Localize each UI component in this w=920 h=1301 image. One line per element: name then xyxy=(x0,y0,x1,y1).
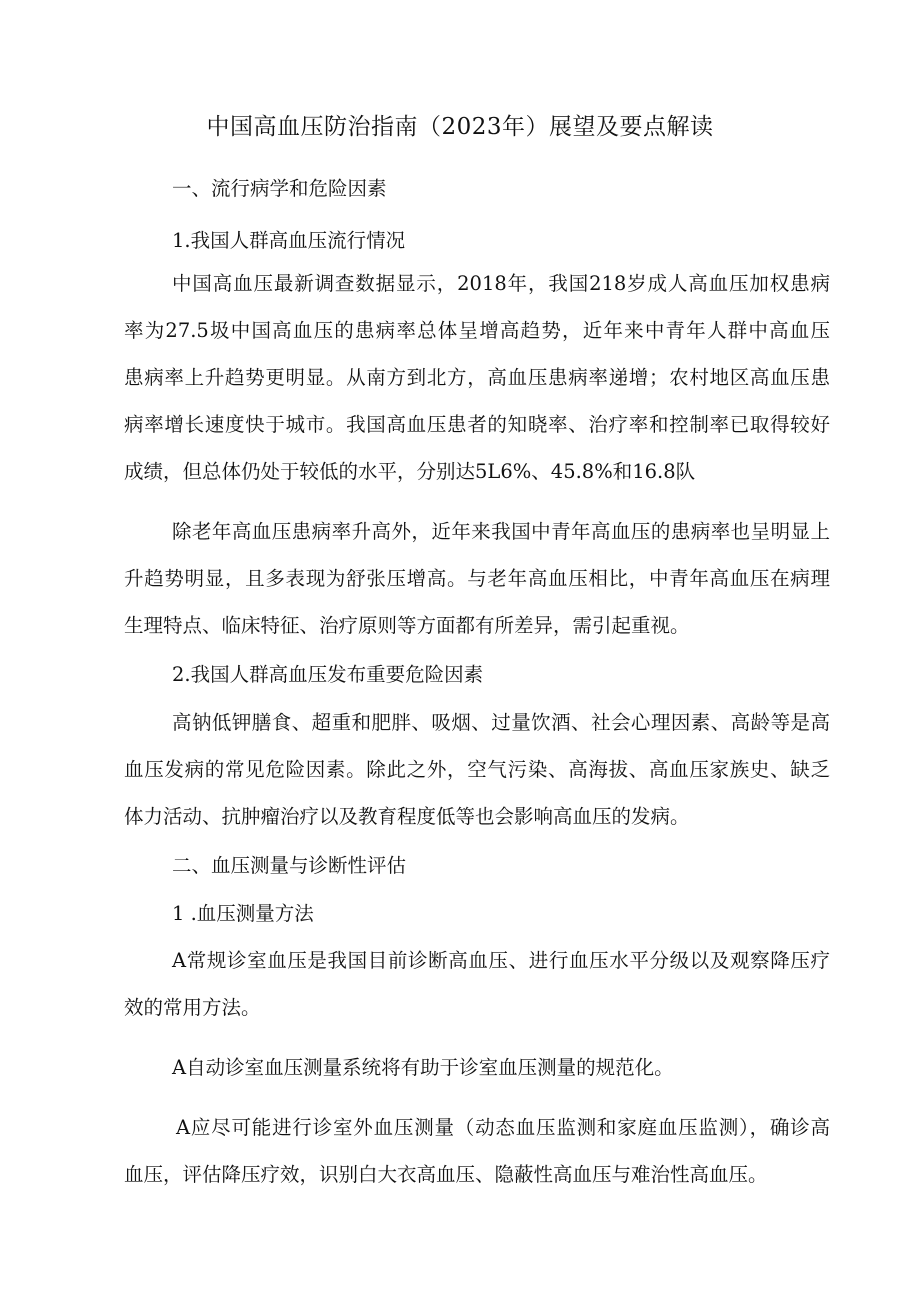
paragraph-automated-bp xyxy=(124,1044,830,1091)
paragraph-office-bp xyxy=(124,937,830,1031)
paragraph-line: 除老年高血压患病率升高外，近年来我国中青年高血压的患病率也呈明显上 xyxy=(172,520,830,543)
paragraph-line: 体力活动、抗肿瘤治疗以及教育程度低等也会影响高血压的发病。 xyxy=(124,805,690,828)
paragraph-line: 患病率上升趋势更明显。从南方到北方，高血压患病率递增；农村地区高血压患 xyxy=(124,366,830,389)
paragraph-line: 升趋势明显，且多表现为舒张压增高。与老年高血压相比，中青年高血压在病理 xyxy=(124,567,830,590)
paragraph-prevalence-data xyxy=(124,260,830,495)
paragraph-line: A自动诊室血压测量系统将有助于诊室血压测量的规范化。 xyxy=(172,1056,674,1079)
subsection-heading-prevalence: 1.我国人群高血压流行情况 xyxy=(172,229,406,252)
paragraph-risk-factors xyxy=(124,699,830,840)
section-heading-measurement: 二、血压测量与诊断性评估 xyxy=(172,854,407,877)
paragraph-line: 病率增长速度快于城市。我国高血压患者的知晓率、治疗率和控制率已取得较好 xyxy=(124,413,830,436)
paragraph-line: 中国高血压最新调查数据显示，2018年，我国218岁成人高血压加权患病 xyxy=(172,272,830,295)
subsection-heading-risk-factors: 2.我国人群高血压发布重要危险因素 xyxy=(172,663,484,686)
paragraph-young-adults xyxy=(124,508,830,649)
subsection-heading-methods: 1 .血压测量方法 xyxy=(172,902,314,925)
paragraph-line: 生理特点、临床特征、治疗原则等方面都有所差异，需引起重视。 xyxy=(124,614,690,637)
paragraph-line: 血压，评估降压疗效，识别白大衣高血压、隐蔽性高血压与难治性高血压。 xyxy=(124,1163,768,1186)
document-title: 中国高血压防治指南（2023年）展望及要点解读 xyxy=(206,114,714,140)
section-heading-epidemiology: 一、流行病学和危险因素 xyxy=(172,177,387,200)
paragraph-line: A常规诊室血压是我国目前诊断高血压、进行血压水平分级以及观察降压疗 xyxy=(172,949,830,972)
paragraph-out-of-office-bp xyxy=(124,1104,830,1198)
paragraph-line: 血压发病的常见危险因素。除此之外，空气污染、高海拔、高血压家族史、缺乏 xyxy=(124,758,830,781)
paragraph-line: 率为27.5圾中国高血压的患病率总体呈增高趋势，近年来中青年人群中高血压 xyxy=(124,319,830,342)
paragraph-line: A应尽可能进行诊室外血压测量（动态血压监测和家庭血压监测），确诊高 xyxy=(176,1116,830,1139)
paragraph-line: 效的常用方法。 xyxy=(124,996,261,1019)
paragraph-line: 高钠低钾膳食、超重和肥胖、吸烟、过量饮酒、社会心理因素、高龄等是高 xyxy=(172,711,830,734)
paragraph-line: 成绩，但总体仍处于较低的水平，分别达5L6%、45.8%和16.8队 xyxy=(124,460,696,483)
